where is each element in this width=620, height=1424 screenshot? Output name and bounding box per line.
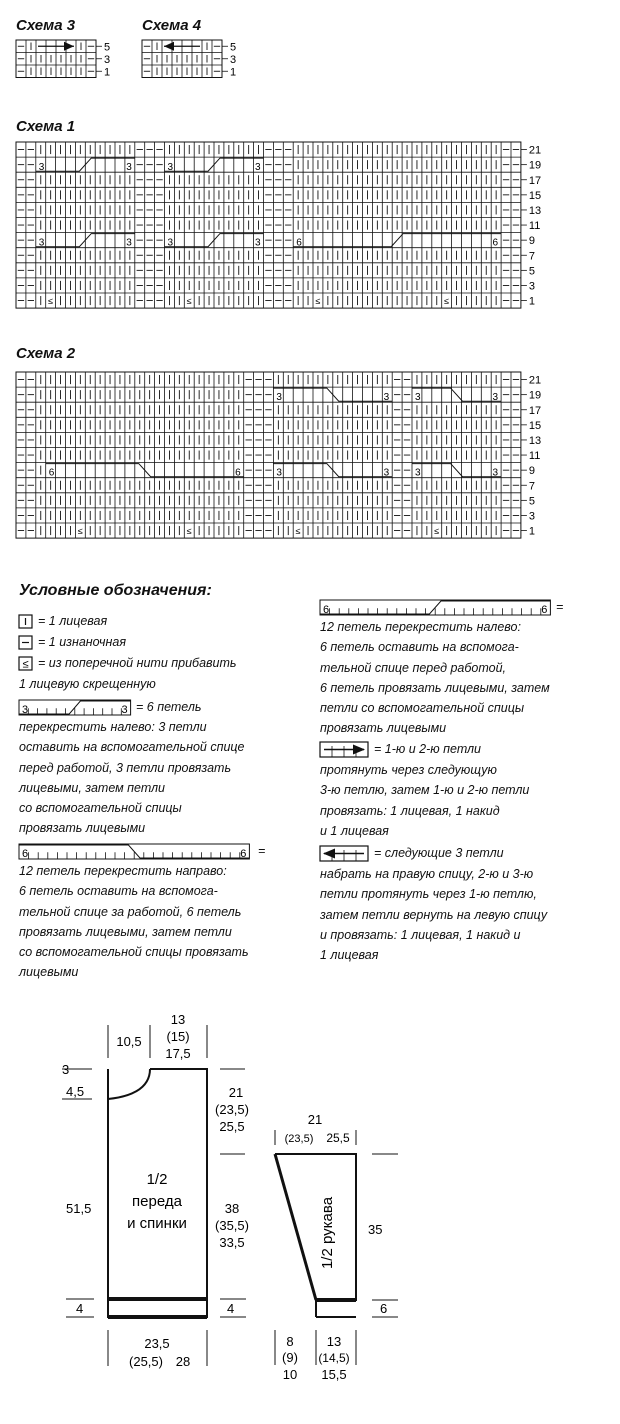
legend-line: 12 петель перекрестить налево: [320, 620, 521, 634]
cable-number: 3 [167, 237, 174, 249]
legend-line: затем петли вернуть на левую спицу [320, 907, 548, 922]
row-number: 11 [528, 220, 541, 233]
legend-line: провязать лицевыми [320, 721, 447, 736]
dim-cuff-right-b: (14,5) [318, 1351, 350, 1365]
cable-number: 6 [48, 467, 55, 479]
dim-sleeve-top-a: 21 [307, 1112, 323, 1127]
cable-number: 3 [492, 392, 499, 404]
cable-number: 3 [126, 237, 132, 249]
cable-number: 3 [383, 467, 390, 479]
dim-side-a: 38 [224, 1201, 240, 1216]
dim-rib-left: 4 [76, 1301, 84, 1316]
dim-bottom-a: 23,5 [144, 1336, 170, 1351]
cable-number: 3 [254, 162, 261, 174]
legend-inc-label: = из поперечной нити прибавить [38, 656, 237, 670]
legend-line: и 1 лицевая [320, 823, 389, 838]
legend-line: перекрестить налево: 3 петли [19, 720, 207, 734]
row-number: 1 [104, 66, 111, 79]
legend-purl-symbol [19, 636, 32, 649]
cable-number: 6 [235, 467, 241, 479]
legend-line: и провязать: 1 лицевая, 1 накид и [320, 927, 521, 942]
row-number: 11 [528, 450, 541, 463]
dim-cuff-right-c: 15,5 [321, 1367, 347, 1382]
legend-line: 12 петель перекрестить направо: [19, 864, 227, 878]
increase-mark: ≤ [444, 296, 450, 307]
legend-c6r-eq: = [258, 844, 266, 858]
legend-ar-description [320, 760, 529, 841]
legend-cable-number: 6 [240, 848, 247, 860]
scheme-4-title: Схема 4 [142, 17, 202, 34]
sleeve-label: 1/2 рукава [319, 1196, 336, 1270]
dim-shoulder-a: 13 [170, 1012, 186, 1027]
dim-armhole-a: 21 [228, 1085, 244, 1100]
legend-line: тельной спице перед работой, [320, 660, 506, 675]
legend-line: тельной спице за работой, 6 петель [19, 904, 242, 919]
cable-number: 3 [38, 162, 45, 174]
row-number: 21 [528, 374, 542, 387]
dim-sleeve-top-c: 25,5 [326, 1131, 350, 1145]
legend-line: 3-ю петлю, затем 1-ю и 2-ю петли [320, 783, 530, 798]
legend-cable-number: 6 [22, 848, 29, 860]
row-number: 15 [528, 189, 542, 202]
legend-line: лицевыми, затем петли [19, 780, 166, 795]
increase-mark: ≤ [434, 526, 440, 537]
legend-cable-number: 6 [541, 604, 548, 616]
dim-bottom-b: (25,5) [129, 1354, 163, 1369]
dim-side-b: (35,5) [215, 1218, 249, 1233]
legend-cable-6-left-symbol [320, 600, 550, 616]
row-number: 1 [528, 295, 536, 308]
legend-increase-symbol [19, 657, 32, 671]
row-number: 1 [230, 66, 237, 79]
cable-number: 3 [383, 392, 390, 404]
legend-knit-label: = 1 лицевая [38, 614, 108, 628]
increase-mark: ≤ [295, 526, 301, 537]
dim-neck-width: 10,5 [116, 1034, 142, 1049]
body-label-1: 1/2 [146, 1171, 168, 1188]
legend-line: набрать на правую спицу, 2-ю и 3-ю [320, 867, 534, 881]
legend-c6r-description [19, 861, 249, 983]
row-number: 13 [528, 204, 542, 217]
dim-side-c: 33,5 [219, 1235, 245, 1250]
legend-arrow-right-symbol [320, 742, 368, 757]
legend-al-label: = следующие 3 петли [374, 846, 504, 860]
legend-cable-number: 6 [323, 604, 330, 616]
row-number: 17 [528, 404, 542, 417]
cable-number: 3 [276, 467, 282, 479]
row-number: 13 [528, 434, 542, 447]
legend-inc-label-2: 1 лицевую скрещенную [19, 677, 156, 691]
cable-number: 6 [492, 237, 499, 249]
cable-number: 3 [415, 467, 421, 479]
dim-shoulder-c: 17,5 [165, 1046, 191, 1061]
legend-line: перед работой, 3 петли провязать [19, 760, 232, 775]
row-number: 17 [528, 174, 542, 187]
cable-number: 3 [276, 392, 282, 404]
dim-cuff-left-b: (9) [282, 1350, 298, 1365]
legend-c3-description [19, 717, 245, 839]
arrow-head [164, 42, 174, 51]
legend-line: 1 лицевая [320, 948, 379, 963]
row-number: 5 [230, 41, 237, 54]
legend-c6l-eq: = [556, 600, 564, 614]
legend-cable-number: 3 [121, 704, 128, 716]
row-number: 1 [528, 525, 536, 538]
dim-sleeve-top-b: (23,5) [284, 1133, 314, 1145]
dim-sleeve-rib: 6 [380, 1301, 388, 1316]
legend-line: оставить на вспомогательной спице [19, 740, 245, 755]
row-number: 3 [528, 280, 536, 293]
scheme-1-grid [16, 142, 541, 308]
legend-arrow-left-symbol [320, 846, 368, 861]
scheme-3-title: Схема 3 [16, 17, 76, 34]
dim-neck-drop-b: 4,5 [66, 1084, 85, 1099]
increase-mark: ≤ [186, 296, 192, 307]
legend-line: 6 петель провязать лицевыми, затем [320, 680, 550, 695]
legend-line: со вспомогательной спицы [19, 801, 182, 816]
dim-sleeve-length: 35 [368, 1222, 383, 1237]
row-number: 19 [528, 389, 542, 402]
cable-number: 3 [38, 237, 45, 249]
cable-number: 3 [126, 162, 132, 174]
cable-number: 6 [296, 237, 302, 249]
dim-neck-drop-a: 3 [62, 1062, 70, 1077]
dim-cuff-left-a: 8 [286, 1334, 294, 1349]
increase-mark: ≤ [186, 526, 192, 537]
dim-armhole-c: 25,5 [219, 1119, 245, 1134]
legend-line: протянуть через следующую [320, 763, 497, 777]
row-number: 5 [528, 495, 536, 508]
scheme-2-grid [16, 372, 541, 538]
increase-mark: ≤ [77, 526, 83, 537]
cable-number: 3 [415, 392, 421, 404]
row-number: 9 [528, 465, 536, 478]
legend-heading: Условные обозначения: [19, 582, 212, 599]
legend-line: провязать: 1 лицевая, 1 накид [320, 803, 500, 818]
increase-mark: ≤ [48, 296, 54, 307]
legend-knit-symbol [19, 615, 32, 628]
row-number: 5 [528, 265, 536, 278]
row-number: 21 [528, 144, 542, 157]
legend-purl-label: = 1 изнаночная [38, 635, 127, 649]
increase-mark: ≤ [315, 296, 321, 307]
dim-body-length: 51,5 [66, 1201, 92, 1216]
legend-c6l-description [320, 617, 550, 739]
row-number: 7 [528, 250, 536, 263]
row-number: 7 [528, 480, 536, 493]
scheme-1-title: Схема 1 [16, 118, 76, 135]
row-number: 5 [104, 41, 111, 54]
dim-armhole-b: (23,5) [215, 1102, 249, 1117]
legend-line: петли протянуть через 1-ю петлю, [320, 887, 537, 902]
legend-line: провязать лицевыми, затем петли [19, 924, 232, 939]
row-number: 15 [528, 419, 542, 432]
row-number: 9 [528, 235, 536, 248]
dim-rib-right: 4 [227, 1301, 235, 1316]
legend-cable-number: 3 [22, 704, 29, 716]
body-label-2: переда [132, 1193, 182, 1210]
legend-cable-3-symbol [19, 700, 131, 716]
svg-text:≤: ≤ [22, 658, 29, 671]
dim-cuff-left-c: 10 [282, 1367, 298, 1382]
legend-line: провязать лицевыми [19, 821, 146, 836]
dim-bottom-c: 28 [175, 1354, 191, 1369]
legend-line: 6 петель оставить на вспомога- [19, 884, 218, 899]
sleeve-schematic [275, 1154, 356, 1317]
body-label-3: и спинки [127, 1215, 187, 1232]
cable-number: 3 [492, 467, 499, 479]
row-number: 19 [528, 159, 542, 172]
arrow-head [64, 42, 74, 51]
legend-line: петли со вспомогательной спицы [320, 701, 525, 716]
cable-number: 3 [254, 237, 261, 249]
scheme-3-grid [16, 40, 110, 78]
row-number: 3 [230, 53, 237, 66]
legend-al-description [320, 864, 547, 965]
dim-shoulder-b: (15) [166, 1029, 190, 1044]
row-number: 3 [528, 510, 536, 523]
legend-cable-6-right-symbol [19, 844, 249, 860]
cable-number: 3 [167, 162, 174, 174]
legend-line: лицевыми [19, 965, 79, 980]
legend-c3-label: = 6 петель [136, 700, 202, 714]
legend-ar-label: = 1-ю и 2-ю петли [374, 742, 482, 756]
legend-line: 6 петель оставить на вспомога- [320, 640, 519, 655]
scheme-4-grid [142, 40, 236, 78]
legend-line: со вспомогательной спицы провязать [19, 945, 249, 960]
scheme-2-title: Схема 2 [16, 345, 76, 362]
dim-cuff-right-a: 13 [326, 1334, 342, 1349]
row-number: 3 [104, 53, 111, 66]
